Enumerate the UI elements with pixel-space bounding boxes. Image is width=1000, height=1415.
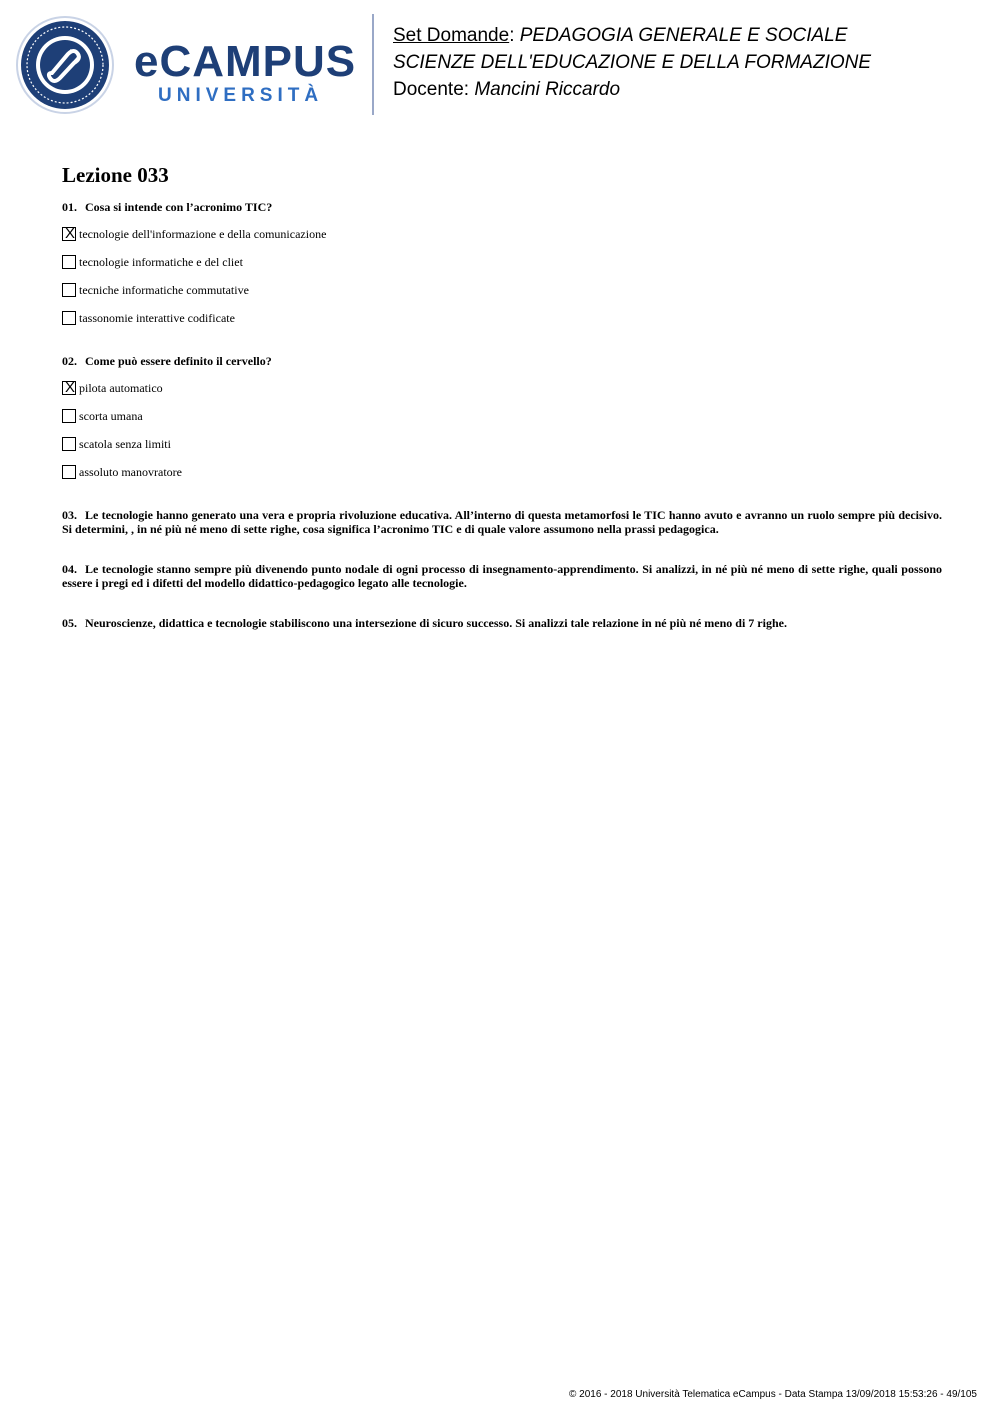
checkbox[interactable] <box>62 409 76 423</box>
option-item[interactable] <box>62 282 942 298</box>
option-label: tecniche informatiche commutative <box>79 282 249 297</box>
ecampus-seal-logo <box>16 16 114 114</box>
question-number: 01. <box>62 200 77 214</box>
option-item[interactable] <box>62 310 942 326</box>
option-label: tecnologie informatiche e del cliet <box>79 254 243 269</box>
set-line: Set Domande: PEDAGOGIA GENERALE E SOCIALE <box>393 25 848 46</box>
course-name: SCIENZE DELL'EDUCAZIONE E DELLA FORMAZIONE <box>393 52 872 73</box>
option-item[interactable] <box>62 436 942 452</box>
checkbox[interactable] <box>62 283 76 297</box>
checkbox[interactable] <box>62 255 76 269</box>
question-number: 05. <box>62 616 77 630</box>
question-label: Cosa si intende con l’acronimo TIC? <box>85 200 273 214</box>
checkbox[interactable] <box>62 465 76 479</box>
question-number: 03. <box>62 508 77 522</box>
option-label: assoluto manovratore <box>79 464 182 479</box>
option-label: tecnologie dell'informazione e della comunicazione <box>79 226 327 241</box>
option-label: scatola senza limiti <box>79 436 171 451</box>
question-text <box>62 354 942 368</box>
option-item[interactable] <box>62 380 942 396</box>
brand-subtitle: UNIVERSITÀ <box>158 85 324 106</box>
header-divider <box>372 14 374 115</box>
option-item[interactable] <box>62 254 942 270</box>
open-question-03 <box>62 508 942 536</box>
checkbox[interactable] <box>62 437 76 451</box>
ecampus-wordmark <box>134 37 357 107</box>
page-footer: © 2016 - 2018 Università Telematica eCampus - Data Stampa 13/09/2018 15:53:26 - 49/105 <box>569 1389 977 1400</box>
open-question-04 <box>62 562 942 590</box>
checkbox[interactable] <box>62 311 76 325</box>
lesson-content <box>62 163 942 656</box>
checkbox-checked[interactable] <box>62 381 76 395</box>
question-label: Come può essere definito il cervello? <box>85 354 272 368</box>
option-item[interactable] <box>62 408 942 424</box>
course-line <box>393 49 871 76</box>
lesson-title: Lezione 033 <box>62 163 169 187</box>
question-number: 04. <box>62 562 77 576</box>
question-number: 02. <box>62 354 77 368</box>
set-title: PEDAGOGIA GENERALE E SOCIALE <box>519 25 848 46</box>
option-label: tassonomie interattive codificate <box>79 310 235 325</box>
open-question-05 <box>62 616 942 630</box>
header-info <box>393 22 871 103</box>
brand-name: eCAMPUS <box>134 37 357 86</box>
option-label: pilota automatico <box>79 380 163 395</box>
option-item[interactable] <box>62 464 942 480</box>
option-item[interactable] <box>62 226 942 242</box>
teacher-line <box>393 76 871 103</box>
option-label: scorta umana <box>79 408 143 423</box>
question-label: Le tecnologie hanno generato una vera e propria rivoluzione educativa. All’interno di questa metamorfosi le TIC hanno avuto e avranno un ruolo sempre più decisivo. Si determini, , in né più né meno di sette righe, cosa significa l’acronimo TIC e di quale valore assumono nella prassi pedagogica. <box>62 508 942 536</box>
question-02 <box>62 354 942 480</box>
question-text <box>62 200 942 214</box>
checkbox-checked[interactable] <box>62 227 76 241</box>
teacher-name: Mancini Riccardo <box>474 79 621 100</box>
question-label: Neuroscienze, didattica e tecnologie stabiliscono una intersezione di sicuro successo. Si analizzi tale relazione in né più né meno di 7 righe. <box>85 616 787 630</box>
teacher-label: Docente: <box>393 79 475 100</box>
question-01 <box>62 200 942 326</box>
question-label: Le tecnologie stanno sempre più divenendo punto nodale di ogni processo di insegnamento-apprendimento. Si analizzi, in né più né meno di sette righe, quali possono essere i pregi ed i difetti del modello didattico-pedagogico legato alle tecnologie. <box>62 562 942 590</box>
set-label: Set Domande <box>393 25 510 46</box>
